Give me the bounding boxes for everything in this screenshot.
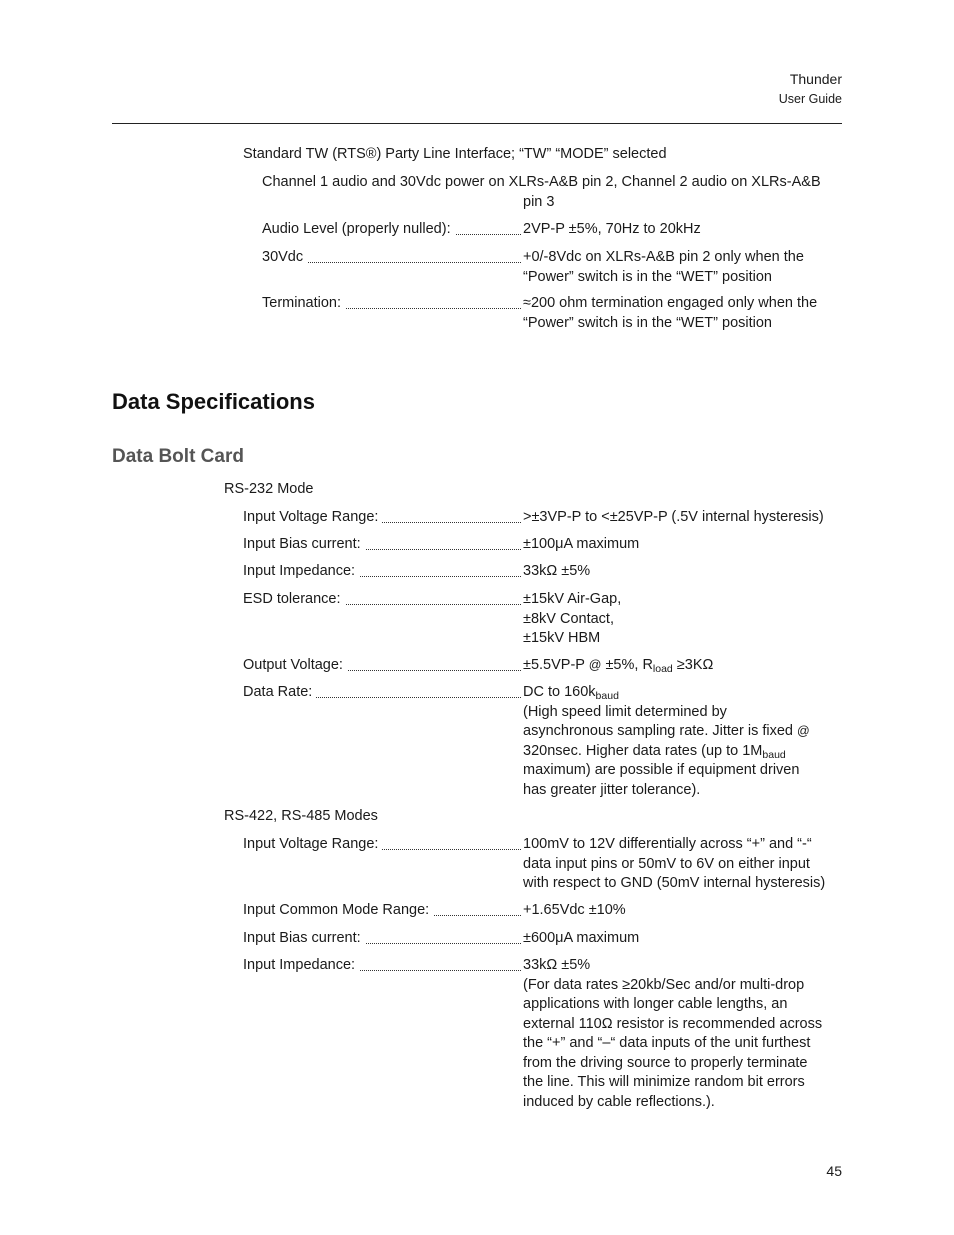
spec-value: +1.65Vdc ±10% — [523, 902, 626, 918]
spec-label: Audio Level (properly nulled): — [262, 220, 523, 240]
spec-value: ≈200 ohm termination engaged only when the “Power” switch is in the “WET” position — [523, 295, 818, 331]
spec-label: Output Voltage: — [243, 656, 523, 676]
tw-channel-line2: pin 3 — [523, 194, 555, 210]
spec-label: Data Rate: — [243, 683, 523, 703]
spec-value: +0/-8Vdc on XLRs-A&B pin 2 only when the “Power” switch is in the “WET” position — [523, 249, 804, 285]
spec-value: 33kΩ ±5% (For data rates ≥20kb/Sec and/or multi-drop applications with longer cable lengths, an external 110Ω resistor is recommended across the “+” and “–“ data inputs of the unit furthest from the driving source to properly terminate the line. This will minimize random bit errors induced by cable reflections.). — [523, 957, 823, 1110]
spec-value: ±5.5VP-P @ ±5%, $R_{load} \ge 3K\Omega$ — [523, 657, 714, 675]
spec-value: >±3VP-P to <±25VP-P (.5V internal hysteresis) — [523, 509, 824, 525]
spec-label: ESD tolerance: — [243, 590, 523, 610]
rs422-mode-heading: RS-422, RS-485 Modes — [224, 808, 378, 824]
spec-value: ±15kV Air-Gap, ±8kV Contact, ±15kV HBM — [523, 591, 622, 646]
header-rule — [112, 123, 842, 124]
rs232-mode-heading: RS-232 Mode — [224, 481, 314, 497]
page-number: 45 — [826, 1163, 842, 1179]
spec-label: Input Bias current: — [243, 929, 523, 949]
header-title: Thunder — [789, 71, 842, 87]
spec-value: ±600μA maximum — [523, 930, 640, 946]
spec-value: ±100μA maximum — [523, 536, 640, 552]
section-title: Data Specifications — [112, 389, 315, 414]
spec-value: 2VP-P ±5%, 70Hz to 20kHz — [523, 221, 701, 237]
spec-label: 30Vdc — [262, 248, 523, 268]
spec-label: Input Voltage Range: — [243, 508, 523, 528]
spec-value: 33kΩ ±5% — [523, 563, 591, 579]
spec-label: Input Impedance: — [243, 562, 523, 582]
spec-value: DC to $160k_{baud}$ (High speed limit determined by asynchronous sampling rate. Jitter is fixed @ 320nsec. Higher data rates (up to $1M_{baud}$ maximum) are possible if equipment driven has greater jitter tolerance). — [523, 684, 810, 798]
tw-heading: Standard TW (RTS®) Party Line Interface; “TW” “MODE” selected — [243, 146, 667, 162]
spec-label: Termination: — [262, 294, 523, 314]
spec-value: 100mV to 12V differentially across “+” and “-“ data input pins or 50mV to 6V on either input with respect to GND (50mV internal hysteresis) — [523, 836, 826, 891]
spec-label: Input Impedance: — [243, 956, 523, 976]
spec-label: Input Common Mode Range: — [243, 901, 523, 921]
spec-label: Input Bias current: — [243, 535, 523, 555]
header-subtitle: User Guide — [778, 92, 842, 106]
tw-channel-line1: Channel 1 audio and 30Vdc power on XLRs-A&B pin 2, Channel 2 audio on XLRs-A&B — [262, 174, 821, 190]
subsection-title: Data Bolt Card — [112, 446, 244, 467]
spec-label: Input Voltage Range: — [243, 835, 523, 855]
